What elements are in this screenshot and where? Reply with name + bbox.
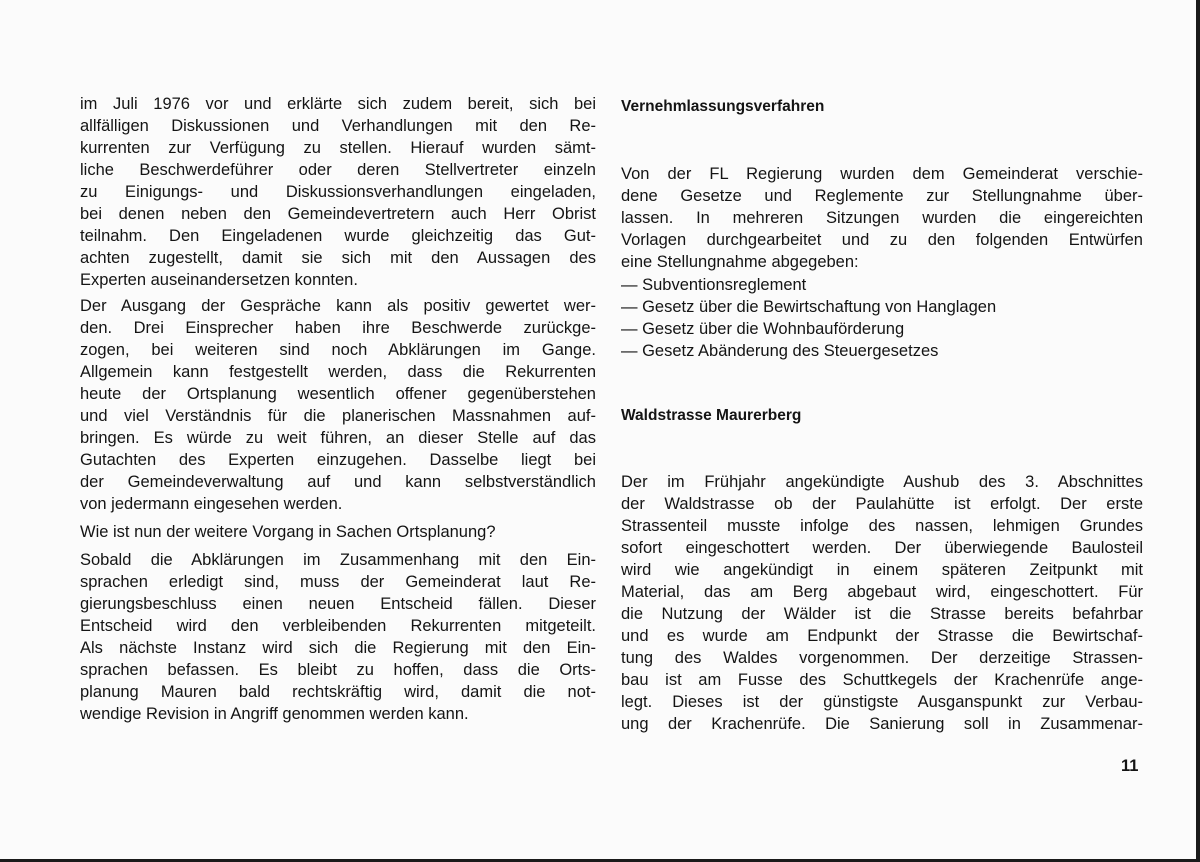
text-line: achten zugestellt, damit sie sich mit den Aussagen des — [80, 249, 596, 267]
text-line: bringen. Es würde zu weit führen, an dieser Stelle auf das — [80, 429, 596, 447]
text-line: tung des Waldes vorgenommen. Der derzeitige Strassen- — [621, 649, 1143, 667]
list-item: — Gesetz über die Bewirtschaftung von Hanglagen — [621, 298, 997, 316]
text-line: die Nutzung der Wälder ist die Strasse bereits befahrbar — [621, 605, 1143, 623]
page-number: 11 — [1121, 757, 1139, 775]
text-line: Vorlagen durchgearbeitet und zu den folgenden Entwürfen — [621, 231, 1143, 249]
text-line: zogen, bei weiteren sind noch Abklärungen im Gange. — [80, 341, 596, 359]
text-line: im Juli 1976 vor und erklärte sich zudem bereit, sich bei — [80, 95, 596, 113]
text-line: allfälligen Diskussionen und Verhandlungen mit den Re- — [80, 117, 596, 135]
text-line: Material, das am Berg abgebaut wird, eingeschottert. Für — [621, 583, 1143, 601]
text-line: planung Mauren bald rechtskräftig wird, damit die not- — [80, 683, 596, 701]
text-line: Der Ausgang der Gespräche kann als positiv gewertet wer- — [80, 297, 596, 315]
text-line: bei denen neben den Gemeindevertretern auch Herr Obrist — [80, 205, 596, 223]
text-line: Strassenteil musste infolge des nassen, lehmigen Grundes — [621, 517, 1143, 535]
text-line: ung der Krachenrüfe. Die Sanierung soll in Zusammenar- — [621, 715, 1143, 733]
text-line: sprachen befassen. Es bleibt zu hoffen, dass die Orts- — [80, 661, 596, 679]
list-item: — Gesetz über die Wohnbauförderung — [621, 320, 905, 338]
text-line: und es wurde am Endpunkt der Strasse die Bewirtschaf- — [621, 627, 1143, 645]
text-line: Von der FL Regierung wurden dem Gemeinderat verschie- — [621, 165, 1143, 183]
text-line: kurrenten zur Verfügung zu stellen. Hierauf wurden sämt- — [80, 139, 596, 157]
section-heading-waldstrasse: Waldstrasse Maurerberg — [621, 407, 802, 424]
text-line: Entscheid wird den verbleibenden Rekurrenten mitgeteilt. — [80, 617, 596, 635]
section-question: Wie ist nun der weitere Vorgang in Sachen Ortsplanung? — [80, 523, 496, 541]
page-edge-right — [1196, 0, 1200, 862]
text-line: Allgemein kann festgestellt werden, dass die Rekurrenten — [80, 363, 596, 381]
text-line: Experten auseinandersetzen konnten. — [80, 271, 358, 289]
text-line: Sobald die Abklärungen im Zusammenhang mit den Ein- — [80, 551, 596, 569]
text-line: heute der Ortsplanung wesentlich offener gegenüberstehen — [80, 385, 596, 403]
text-line: zu Einigungs- und Diskussionsverhandlungen eingeladen, — [80, 183, 596, 201]
text-line: Der im Frühjahr angekündigte Aushub des 3. Abschnittes — [621, 473, 1143, 491]
text-line: Als nächste Instanz wird sich die Regierung mit den Ein- — [80, 639, 596, 657]
text-line: der Gemeindeverwaltung auf und kann selbstverständlich — [80, 473, 596, 491]
text-line: liche Beschwerdeführer oder deren Stellvertreter einzeln — [80, 161, 596, 179]
text-line: sofort eingeschottert werden. Der überwiegende Baulosteil — [621, 539, 1143, 557]
text-line: den. Drei Einsprecher haben ihre Beschwerde zurückge- — [80, 319, 596, 337]
text-line: sprachen erledigt sind, muss der Gemeinderat laut Re- — [80, 573, 596, 591]
text-line: eine Stellungnahme abgegeben: — [621, 253, 859, 271]
section-heading-vernehmlassung: Vernehmlassungsverfahren — [621, 98, 825, 115]
text-line: der Waldstrasse ob der Paulahütte ist erfolgt. Der erste — [621, 495, 1143, 513]
text-line: und viel Verständnis für die planerischen Massnahmen auf- — [80, 407, 596, 425]
text-line: gierungsbeschluss einen neuen Entscheid fällen. Dieser — [80, 595, 596, 613]
text-line: wendige Revision in Angriff genommen werden kann. — [80, 705, 469, 723]
text-line: lassen. In mehreren Sitzungen wurden die eingereichten — [621, 209, 1143, 227]
text-line: bau ist am Fusse des Schuttkegels der Krachenrüfe ange- — [621, 671, 1143, 689]
text-line: Gutachten des Experten einzugehen. Dasselbe liegt bei — [80, 451, 596, 469]
text-line: legt. Dieses ist der günstigste Ausganspunkt zur Verbau- — [621, 693, 1143, 711]
list-item: — Subventionsreglement — [621, 276, 807, 294]
text-line: dene Gesetze und Reglemente zur Stellungnahme über- — [621, 187, 1143, 205]
text-line: wird wie angekündigt in einem späteren Zeitpunkt mit — [621, 561, 1143, 579]
text-line: teilnahm. Den Eingeladenen wurde gleichzeitig das Gut- — [80, 227, 596, 245]
text-line: von jedermann eingesehen werden. — [80, 495, 343, 513]
list-item: — Gesetz Abänderung des Steuergesetzes — [621, 342, 939, 360]
